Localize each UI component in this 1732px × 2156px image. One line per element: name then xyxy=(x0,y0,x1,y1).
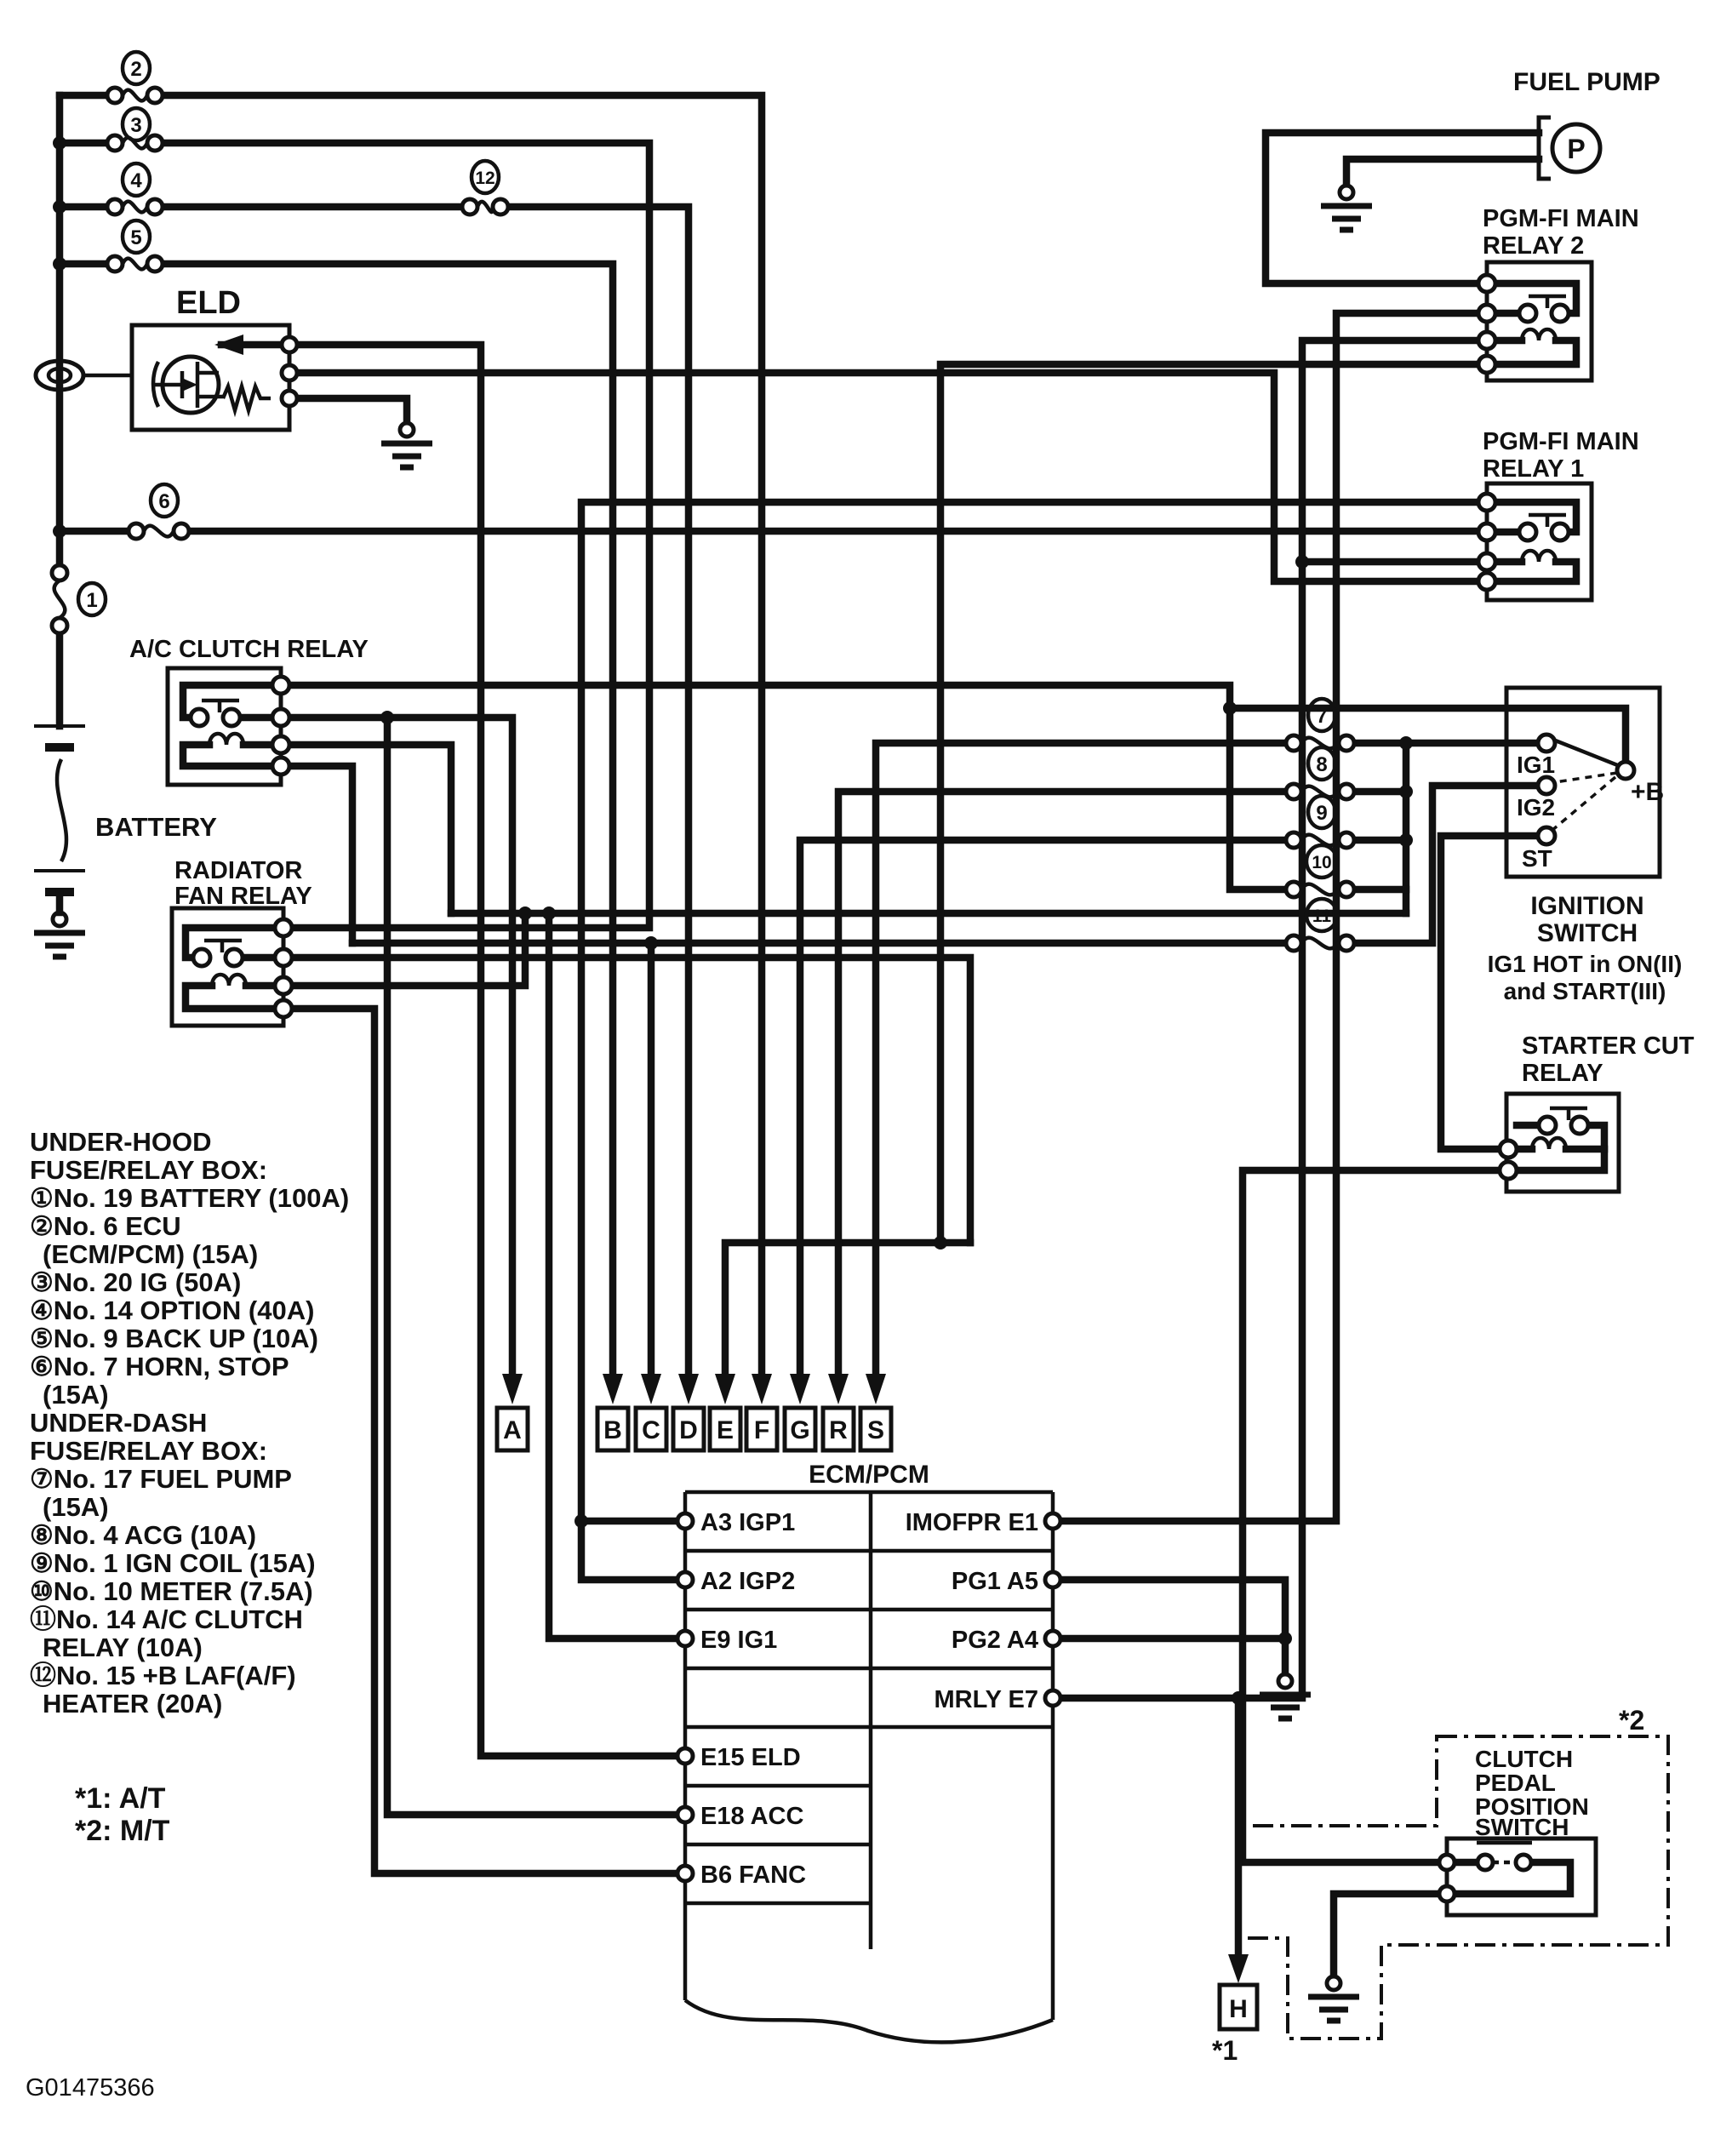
eld-component xyxy=(36,325,297,430)
legend-line: (15A) xyxy=(43,1380,109,1410)
fuse-3-tag: 3 xyxy=(130,114,142,137)
legend-line: ④No. 14 OPTION (40A) xyxy=(30,1295,315,1325)
ac-clutch-relay xyxy=(168,668,289,785)
eld-box xyxy=(132,325,289,430)
ecm-term-pg1: PG1 A5 xyxy=(951,1568,1038,1595)
legend-line: RELAY (10A) xyxy=(43,1633,203,1662)
radiator-fan-relay xyxy=(172,908,292,1026)
wire-clutch-ground xyxy=(1334,1894,1447,1976)
arrow-f xyxy=(752,1374,772,1404)
legend-line: ②No. 6 ECU xyxy=(30,1211,181,1241)
legend-line: FUSE/RELAY BOX: xyxy=(30,1436,268,1466)
junction xyxy=(53,257,66,271)
legend-note-1: *1: A/T xyxy=(75,1782,166,1815)
pgm-fi-main-relay-1 xyxy=(1478,483,1592,600)
legend-line: UNDER-DASH xyxy=(30,1408,208,1438)
connector-h-label: H xyxy=(1229,1995,1248,2023)
fuse-5-symbol xyxy=(107,256,163,272)
junction xyxy=(1278,1632,1292,1645)
note-star2: *2 xyxy=(1619,1705,1645,1736)
fuse-9-tag: 9 xyxy=(1316,802,1328,825)
ecm-term-a3: A3 IGP1 xyxy=(700,1509,796,1536)
ecm-term-e9: E9 IG1 xyxy=(700,1627,778,1654)
legend-line: ③No. 20 IG (50A) xyxy=(30,1267,242,1297)
ignition-label-1: IGNITION xyxy=(1530,892,1644,920)
legend-line: (15A) xyxy=(43,1492,109,1522)
legend-line: ⑪No. 14 A/C CLUTCH xyxy=(30,1604,303,1634)
terminal-st: ST xyxy=(1522,845,1552,872)
starter-cut-label-2: RELAY xyxy=(1522,1060,1603,1087)
clutch-pedal-position-switch xyxy=(1240,1736,1668,2039)
fuse-5-tag: 5 xyxy=(130,226,142,249)
wire-pg1 xyxy=(1060,1580,1285,1674)
fuel-pump-label: FUEL PUMP xyxy=(1513,68,1661,96)
arrow-a xyxy=(502,1374,523,1404)
connector-g-label: G xyxy=(790,1416,810,1444)
junction xyxy=(542,906,556,920)
junction xyxy=(1232,1691,1245,1705)
connector-a-label: A xyxy=(503,1416,522,1444)
ground-fuel-pump xyxy=(1321,186,1372,230)
note-star1: *1 xyxy=(1212,2035,1238,2066)
junction xyxy=(934,1236,947,1250)
clutch-label-2: PEDAL xyxy=(1475,1770,1556,1796)
junction xyxy=(380,711,394,724)
battery-label: BATTERY xyxy=(95,812,217,842)
relay1-label-1: PGM-FI MAIN xyxy=(1483,428,1639,455)
fuse-1-symbol xyxy=(52,565,67,633)
legend-note-2: *2: M/T xyxy=(75,1815,170,1847)
terminal-ig1: IG1 xyxy=(1517,752,1556,778)
ecm-term-e15: E15 ELD xyxy=(700,1744,801,1771)
arrow-d xyxy=(678,1374,699,1404)
arrow-e xyxy=(715,1374,735,1404)
fuse-6-symbol xyxy=(129,523,189,539)
wire-relay2-t4 xyxy=(940,364,1478,1243)
fuse-4-symbol xyxy=(107,199,163,214)
legend-line: UNDER-HOOD xyxy=(30,1127,212,1157)
arrow-r xyxy=(828,1374,849,1404)
fuse-tags xyxy=(78,52,1337,931)
junction xyxy=(518,906,532,920)
legend-line: ⑥No. 7 HORN, STOP xyxy=(30,1352,289,1381)
eld-resistor xyxy=(223,386,271,410)
connector-d-label: D xyxy=(679,1416,698,1444)
ecm-term-imofpr: IMOFPR E1 xyxy=(905,1509,1038,1536)
junction xyxy=(53,200,66,214)
fuse-12-symbol xyxy=(462,199,508,214)
arrow-c xyxy=(641,1374,661,1404)
wire-fuse11-row xyxy=(352,786,1538,943)
fuse-12-tag: 12 xyxy=(475,169,495,188)
wire-mrly xyxy=(1060,340,1478,1698)
fuse-10-tag: 10 xyxy=(1312,853,1332,872)
connector-r-label: R xyxy=(829,1416,848,1444)
wire-eld-ground xyxy=(289,398,407,423)
junction xyxy=(53,524,66,538)
wire-starter-to-clutch xyxy=(1243,1170,1500,1862)
junction xyxy=(1223,701,1237,715)
junction xyxy=(1399,736,1413,750)
legend-line: ①No. 19 BATTERY (100A) xyxy=(30,1183,350,1213)
wire-eld-signal xyxy=(289,345,677,1756)
starter-cut-relay xyxy=(1500,1094,1619,1192)
connector-c-label: C xyxy=(642,1416,660,1444)
arrow-b xyxy=(603,1374,623,1404)
arrow-g xyxy=(790,1374,810,1404)
clutch-label-3: POSITION xyxy=(1475,1793,1589,1820)
radiator-fan-relay-label-2: FAN RELAY xyxy=(174,883,312,910)
fuse-2-symbol xyxy=(107,88,163,103)
relay2-label-2: RELAY 2 xyxy=(1483,232,1585,260)
radiator-fan-relay-label-1: RADIATOR xyxy=(174,857,303,884)
starter-cut-label-1: STARTER CUT xyxy=(1522,1032,1695,1060)
clutch-label-1: CLUTCH xyxy=(1475,1746,1574,1772)
figure-id: G01475366 xyxy=(26,2074,155,2102)
legend-line: ⑩No. 10 METER (7.5A) xyxy=(30,1576,313,1606)
connector-e-label: E xyxy=(716,1416,735,1444)
eld-mosfet-arrow xyxy=(184,379,197,391)
eld-signal-arrow xyxy=(214,335,243,355)
ac-clutch-relay-label: A/C CLUTCH RELAY xyxy=(129,636,369,663)
ground-clutch xyxy=(1308,1976,1359,2021)
fuse-11-tag: 11 xyxy=(1312,906,1332,926)
clutch-label-4: SWITCH xyxy=(1475,1814,1569,1840)
pgm-fi-main-relay-2 xyxy=(1478,262,1592,380)
fuel-pump-symbol: P xyxy=(1567,134,1586,164)
junction xyxy=(1399,785,1413,798)
junction xyxy=(1399,833,1413,847)
ecm-term-a2: A2 IGP2 xyxy=(700,1568,796,1595)
ecm-term-mrly: MRLY E7 xyxy=(934,1686,1038,1713)
legend-line: FUSE/RELAY BOX: xyxy=(30,1155,268,1185)
fuse-2-tag: 2 xyxy=(130,58,142,81)
junction xyxy=(53,136,66,150)
ecm-title: ECM/PCM xyxy=(809,1461,929,1489)
ignition-label-2: SWITCH xyxy=(1536,919,1638,947)
arrow-s xyxy=(866,1374,886,1404)
eld-label: ELD xyxy=(176,285,241,321)
fuse-1-tag: 1 xyxy=(86,589,98,612)
fuse-4-tag: 4 xyxy=(130,169,142,192)
legend-line: (ECM/PCM) (15A) xyxy=(43,1239,259,1269)
junction xyxy=(1295,555,1309,569)
fuse-6-tag: 6 xyxy=(158,490,170,513)
wire-e18-acc xyxy=(387,718,677,1815)
wire-pump-ground xyxy=(1346,159,1539,186)
junction xyxy=(644,936,658,950)
fuse-11-symbol xyxy=(1286,935,1354,951)
legend-line: ⑤No. 9 BACK UP (10A) xyxy=(30,1324,318,1353)
fuse-3-symbol xyxy=(107,135,163,151)
connector-b-label: B xyxy=(603,1416,622,1444)
connector-s-label: S xyxy=(866,1416,885,1444)
ignition-note-1: IG1 HOT in ON(II) xyxy=(1487,951,1683,977)
ground-eld xyxy=(381,423,432,467)
legend-line: ⑫No. 15 +B LAF(A/F) xyxy=(30,1661,296,1690)
fuse-10-symbol xyxy=(1286,882,1354,897)
arrow-h xyxy=(1228,1954,1249,1983)
ecm-term-b6: B6 FANC xyxy=(700,1861,807,1889)
ground-battery xyxy=(34,912,85,957)
ecm-torn-bottom xyxy=(685,2000,1053,2042)
wire-ac-coil-out xyxy=(281,766,352,943)
legend-line: ⑧No. 4 ACG (10A) xyxy=(30,1520,257,1550)
connector-f-label: F xyxy=(753,1416,770,1444)
fuse-symbols xyxy=(52,88,1354,951)
battery-symbol xyxy=(34,726,85,912)
junction xyxy=(574,1514,588,1528)
terminal-ig2: IG2 xyxy=(1517,794,1556,821)
legend-line: ⑦No. 17 FUEL PUMP xyxy=(30,1464,292,1494)
terminal-b-plus: +B xyxy=(1631,778,1665,806)
fuse-7-tag: 7 xyxy=(1316,705,1328,728)
legend-line: HEATER (20A) xyxy=(43,1689,223,1719)
wire-imofpr xyxy=(1060,313,1478,1521)
ignition-note-2: and START(III) xyxy=(1503,978,1666,1004)
relay2-label-1: PGM-FI MAIN xyxy=(1483,205,1639,232)
relay1-label-2: RELAY 1 xyxy=(1483,455,1585,483)
ecm-term-e18: E18 ACC xyxy=(700,1803,804,1830)
ecm-term-pg2: PG2 A4 xyxy=(951,1627,1038,1654)
legend-line: ⑨No. 1 IGN COIL (15A) xyxy=(30,1548,316,1578)
fuse-8-tag: 8 xyxy=(1316,753,1328,776)
